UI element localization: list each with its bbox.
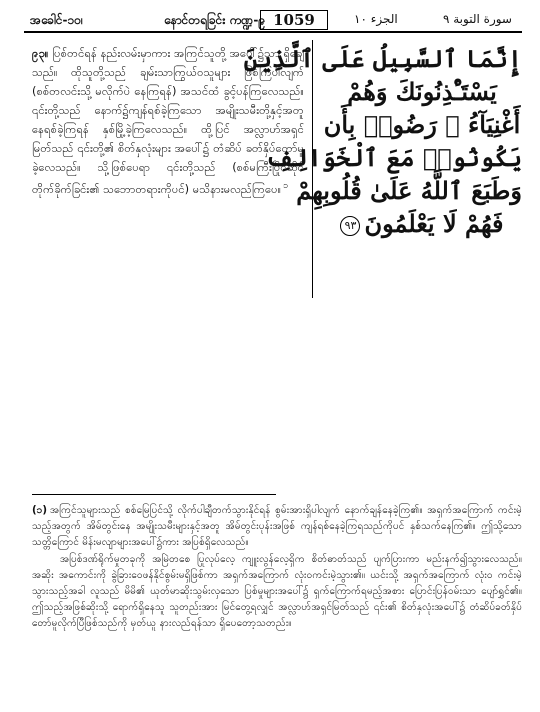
section-title: နောင်တရခြင်း ကဏ္ဍ-၉ bbox=[164, 13, 266, 27]
chapter-label: အခေါင်-၁၀၊ bbox=[30, 13, 83, 27]
arabic-line-text: فَهُمْ لَا يَعْلَمُونَ bbox=[364, 209, 504, 238]
verse-number: ၉၃။ bbox=[32, 46, 49, 60]
header-rule bbox=[24, 31, 522, 33]
ayah-number-marker: ٩٣ bbox=[340, 216, 360, 236]
footnote-reference: ၁ bbox=[283, 181, 289, 191]
arabic-line: يَسْتَـْٔذِنُونَكَ وَهُمْ bbox=[347, 77, 497, 106]
footnote-paragraph-2: အပြစ်ဒဏ်ရိုက်မှုတခုကို အမြဲတစေ ပြုလုပ်လေ့ ကျူးလွန်လေ့ရှိက စိတ်ဓာတ်သည် ပျက်ပြားကာ မည်းနက်၍သွားလေသည်။ အဆိုး အကောင်းကို ခွဲခြားဝေဖန်နိုင်စွမ်းမရှိဖြစ်ကာ အရှက်အကြောက် လုံးဝကင်းမဲ့သွား၏။ ယင်းသို့ အရှက်အကြောက် လုံးဝ ကင်းမဲ့သွားသည့်အခါ လူသည် မိမိ၏ ယုတ်မာဆိုးသွမ်းလှသော ပြစ်မှုများအပေါ်၌ ရှက်ကြောက်ရမည့်အစား ပြောင်းပြန်ဝမ်းသာ ပျော်ရွှင်၏။ ဤသည့်အဖြစ်ဆိုးသို့ ရောက်ရှိနေသူ သူတည်းအား မြင်တွေ့ရလျှင် အလ္လာဟ်အရှင်မြတ်သည် ၎င်း၏ စိတ်နှလုံးအပေါ်၌ တံဆိပ်ခတ်နှိပ်တော်မူလိုက်ပြီဖြစ်သည်ကို မှတ်ယူ နားလည်ရန်သာ ရှိပေတော့သတည်း။ bbox=[32, 554, 522, 629]
arabic-verse-column bbox=[243, 42, 522, 240]
surah-label: سورة التوبة ٩ bbox=[442, 12, 512, 26]
arabic-line: وَطَبَعَ ٱللَّهُ عَلَىٰ قُلُوبِهِمْ bbox=[296, 176, 522, 205]
page-header bbox=[24, 8, 522, 32]
footnote-text-1: အကြင်သူများသည် စစ်မြေပြင်သို့ လိုက်ပါချီတက်သွားနိုင်ရန် စွမ်းအားရှိပါလျက် နောက်ချန်နေခဲ့ကြ၏။ အရှက်အကြောက် ကင်းမဲ့သည့်အတွက် အိမ်တွင်းနေ အမျိုးသမီးများနှင့်အတူ အိမ်တွင်းပုန်းအဖြစ် ကျန်ရစ်နေခဲ့ကြရသည်ကိုပင် နှစ်သက်နေကြ၏။ ဤသို့သော သတ္တိကြောင် မိန်းမလျာများအပေါ်၌ကား အပြစ်ရှိလေသည်။ bbox=[32, 505, 522, 548]
arabic-line-last bbox=[322, 207, 522, 240]
arabic-line: يَكُونُوا۟ مَعَ ٱلْخَوَالِفِ bbox=[265, 143, 522, 172]
footnote-marker: (၁) bbox=[32, 505, 48, 516]
arabic-line: أَغْنِيَآءُ ۚ رَضُوا۟ بِأَن bbox=[323, 110, 521, 139]
footnote-rule bbox=[32, 494, 276, 495]
translation-text: ပြစ်တင်ရန် နည်းလမ်းမှာကား အကြင်သူတို့ အပေါ်၌သာ ရှိချေသည်။ ထိုသူတို့သည် ချမ်းသာကြွယ်ဝသူများ ဖြစ်ကြပါလျက် (စစ်တလင်းသို့ မလိုက်ပဲ နေကြရန်) အသင်ထံ ခွင့်ပန်ကြလေသည်။ ၎င်းတို့သည် နောက်၌ကျန်ရစ်ခဲ့ကြသော အမျိုးသမီးတို့နှင့်အတူ နေရစ်ခဲ့ကြရန် နှစ်မြို့ခဲ့ကြလေသည်။ ထို့ပြင် အလ္လာဟ်အရှင်မြတ်သည် ၎င်းတို့၏ စိတ်နှလုံးများ အပေါ်၌ တံဆိပ် ခတ်နှိပ်တော်မူခဲ့လေသည်။ သို့ဖြစ်ပေရာ ၎င်းတို့သည် (စစ်မကြီးပြိုင်ဆိုင် တိုက်ခိုက်ခြင်း၏ သဘောတရားကိုပင်) မသိနားမလည်ကြပေ။ bbox=[32, 46, 304, 196]
page-number: 1059 bbox=[260, 10, 328, 30]
juz-label: الجزء ١٠ bbox=[354, 12, 398, 26]
arabic-line: إِنَّمَا ٱلسَّبِيلُ عَلَى ٱلَّذِينَ bbox=[243, 44, 522, 73]
footnote-paragraph-1 bbox=[32, 503, 522, 551]
footnote-section bbox=[32, 503, 522, 632]
